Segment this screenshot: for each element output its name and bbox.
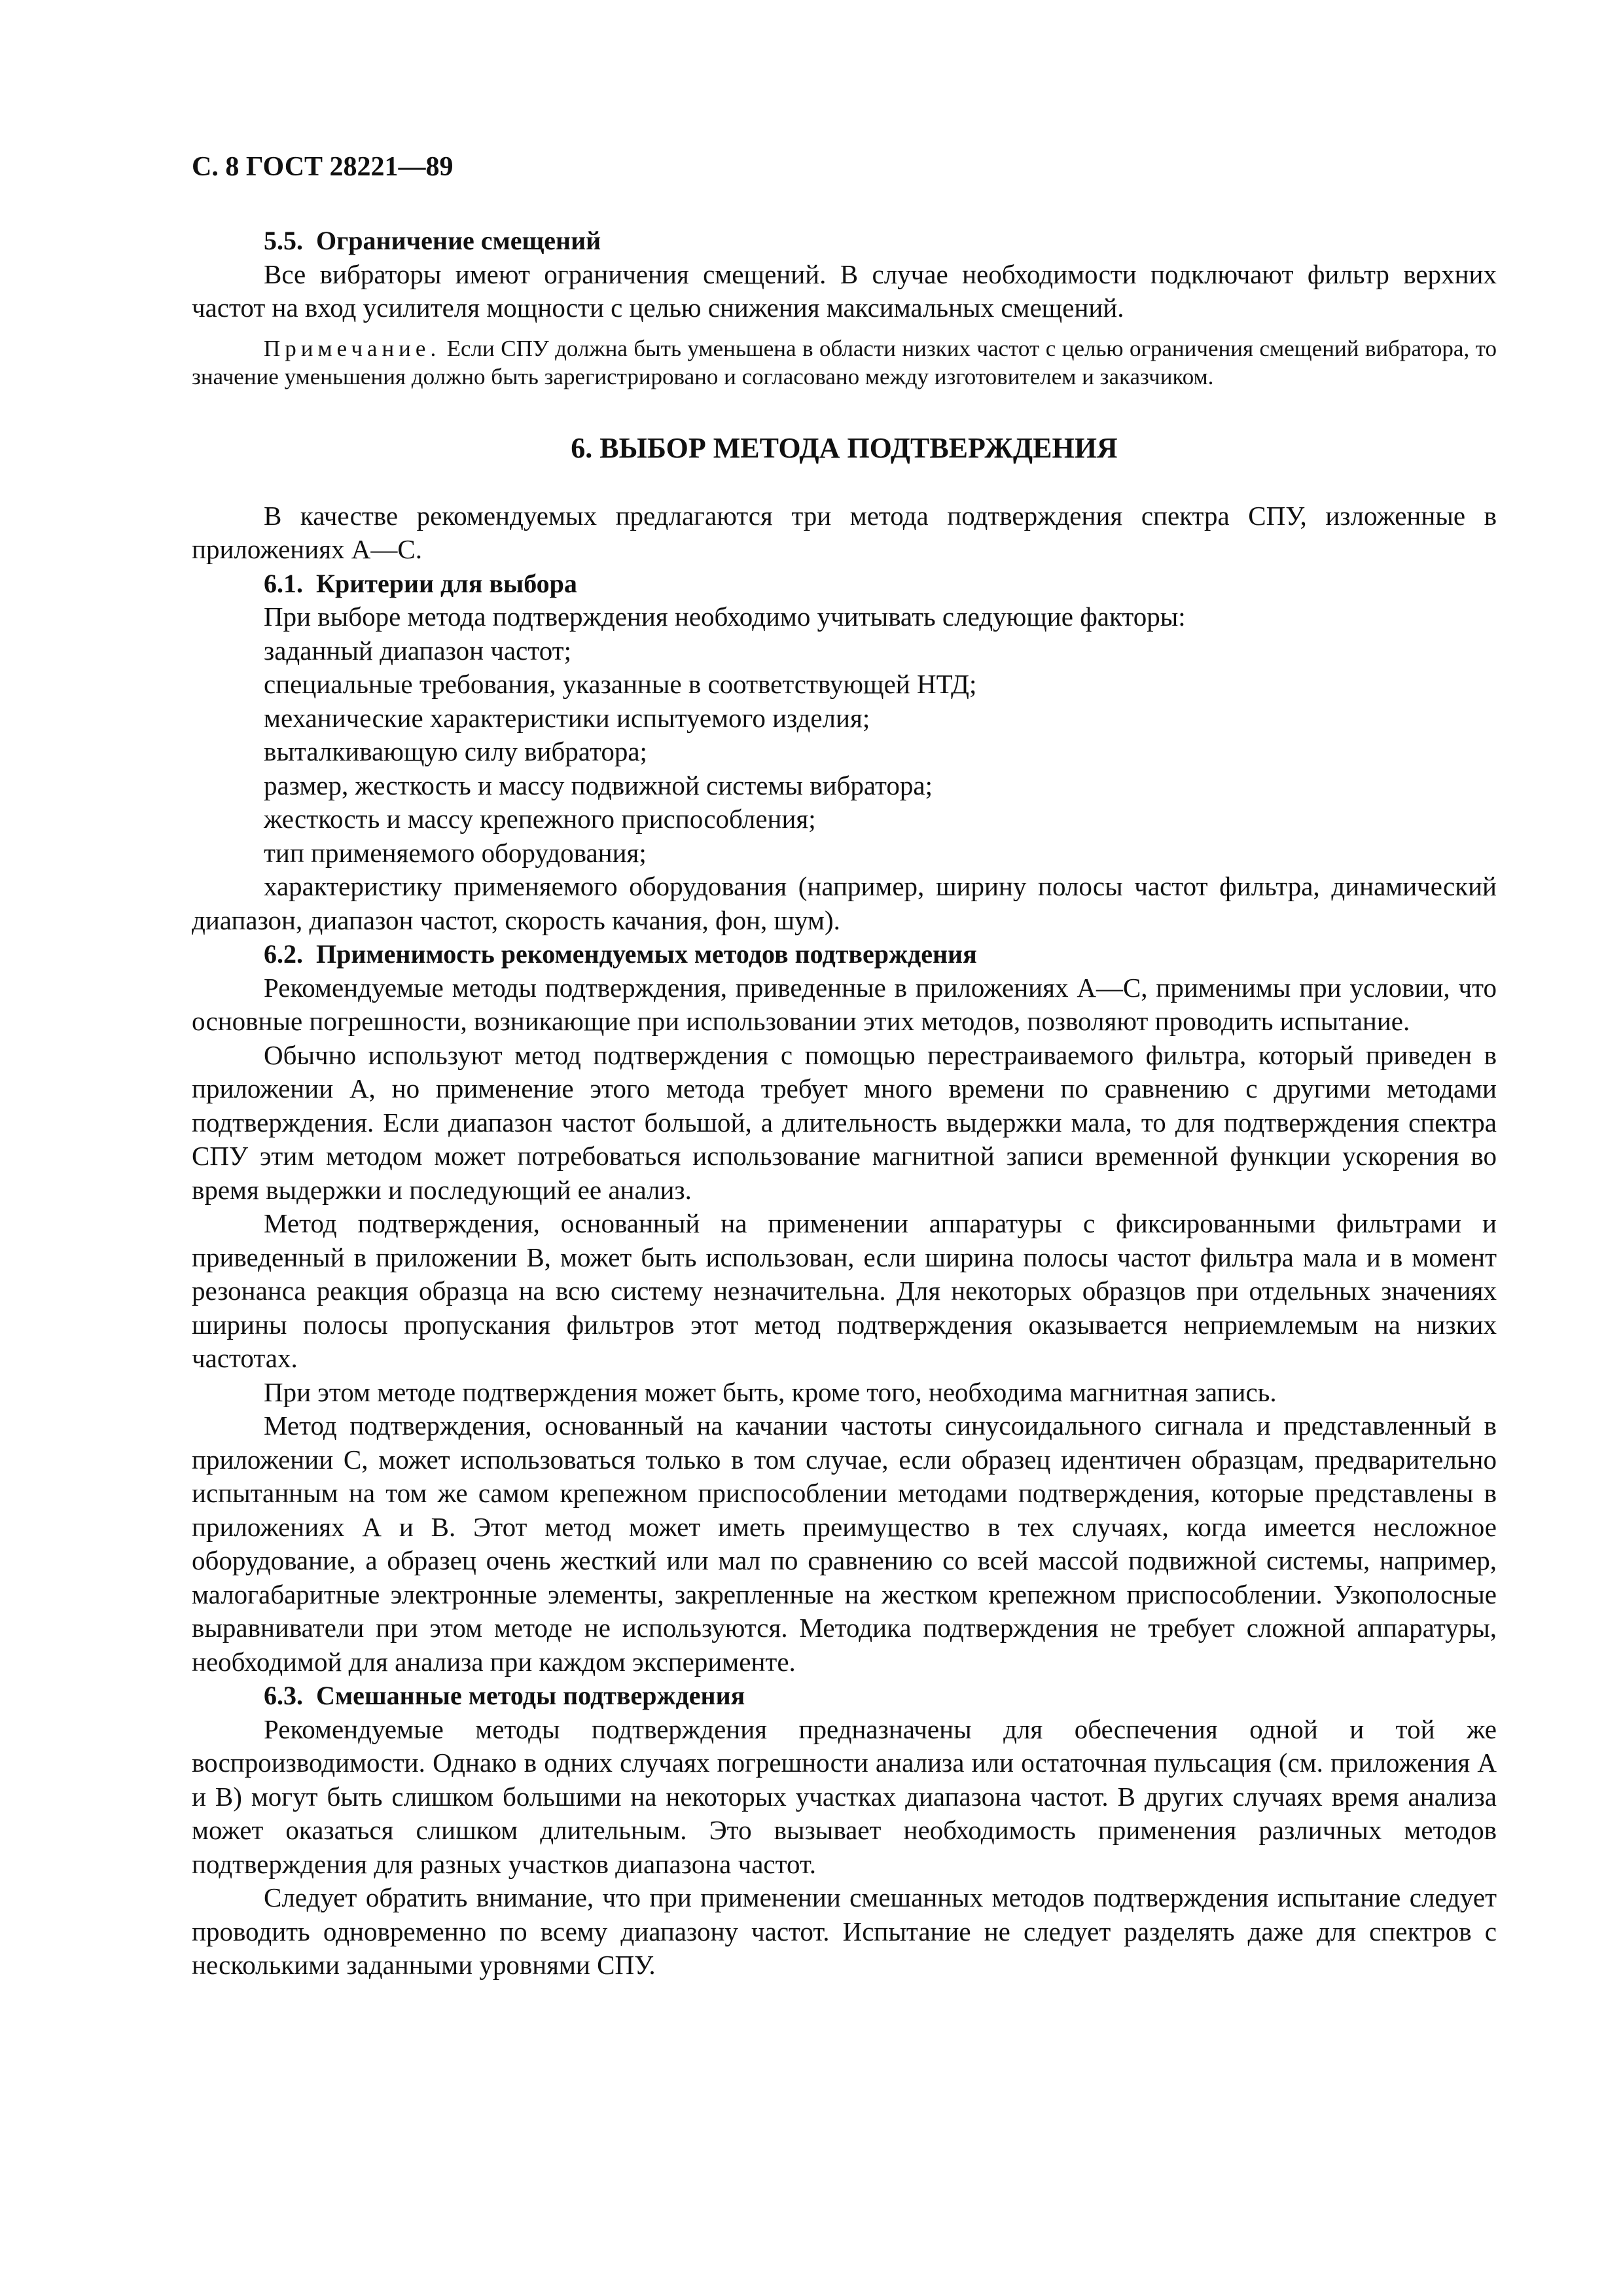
- list-item: характеристику применяемого оборудования (например, ширину полосы частот фильтра, динамический диапазон, диапазон частот, скорость качания, фон, шум).: [192, 871, 1497, 935]
- subsection-heading-6-2: [192, 937, 1497, 971]
- subsection-title: Ограничение смещений: [316, 226, 601, 255]
- running-head: С. 8 ГОСТ 28221—89: [192, 152, 454, 182]
- subsection-heading-6-1: [192, 567, 1497, 601]
- subsection-number: 5.5.: [264, 226, 303, 255]
- paragraph: Рекомендуемые методы подтверждения предназначены для обеспечения одной и той же воспроизводимости. Однако в одних случаях погрешности анализа или остаточная пульсация (см. приложения А и В) могут быть слишком большими на некоторых участках диапазона частот. В других случаях время анализа может оказаться слишком длительным. Это вызывает необходимость применения различных методов подтверждения для разных участков диапазона частот.: [192, 1713, 1497, 1879]
- section-title-6: 6. ВЫБОР МЕТОДА ПОДТВЕРЖДЕНИЯ: [571, 431, 1118, 464]
- list-item: специальные требования, указанные в соответствующей НТД;: [264, 669, 977, 699]
- paragraph: Обычно используют метод подтверждения с помощью перестраиваемого фильтра, который приведен в приложении А, но применение этого метода требует много времени по сравнению с другими методами подтверждения. Если диапазон частот большой, а длительность выдержки мала, то для подтверждения спектра СПУ этим методом может потребоваться использование магнитной записи временной функции ускорения во время выдержки и последующий ее анализ.: [192, 1039, 1497, 1205]
- list-item: выталкивающую силу вибратора;: [264, 736, 647, 766]
- note: [192, 334, 1497, 391]
- list-item: тип применяемого оборудования;: [264, 837, 647, 868]
- paragraph: При этом методе подтверждения может быть, кроме того, необходима магнитная запись.: [264, 1376, 1277, 1407]
- subsection-title: Применимость рекомендуемых методов подтверждения: [316, 939, 977, 969]
- note-text: Если СПУ должна быть уменьшена в области низких частот с целью ограничения смещений вибратора, то значение уменьшения должно быть зарегистрировано и согласовано между изготовителем и заказчиком.: [192, 335, 1497, 389]
- note-lead: Примечание.: [264, 335, 441, 361]
- list-lead: При выборе метода подтверждения необходимо учитывать следующие факторы:: [264, 601, 1186, 632]
- subsection-title: Смешанные методы подтверждения: [316, 1681, 745, 1710]
- subsection-title: Критерии для выбора: [316, 568, 577, 598]
- paragraph: Метод подтверждения, основанный на применении аппаратуры с фиксированными фильтрами и приведенный в приложении В, может быть использован, если ширина полосы частот фильтра мала и в момент резонанса реакция образца на всю систему незначительна. Для некоторых образцов при отдельных значениях ширины полосы пропускания фильтров этот метод подтверждения оказывается неприемлемым на низких частотах.: [192, 1208, 1497, 1373]
- subsection-heading-6-3: [192, 1679, 1497, 1713]
- subsection-heading-5-5: [192, 224, 1497, 258]
- subsection-number: 6.2.: [264, 939, 303, 969]
- paragraph: Все вибраторы имеют ограничения смещений. В случае необходимости подключают фильтр верхних частот на вход усилителя мощности с целью снижения максимальных смещений.: [192, 259, 1497, 323]
- list-item: механические характеристики испытуемого изделия;: [264, 702, 870, 733]
- paragraph: Рекомендуемые методы подтверждения, приведенные в приложениях А—С, применимы при условии, что основные погрешности, возникающие при использовании этих методов, позволяют проводить испытание.: [192, 972, 1497, 1036]
- list-item: размер, жесткость и массу подвижной системы вибратора;: [264, 770, 933, 800]
- subsection-number: 6.1.: [264, 568, 303, 598]
- list-item: заданный диапазон частот;: [264, 635, 571, 666]
- paragraph: В качестве рекомендуемых предлагаются три метода подтверждения спектра СПУ, изложенные в приложениях А—С.: [192, 500, 1497, 564]
- paragraph: Следует обратить внимание, что при применении смешанных методов подтверждения испытание следует проводить одновременно по всему диапазону частот. Испытание не следует разделять даже для спектров с несколькими заданными уровнями СПУ.: [192, 1882, 1497, 1980]
- subsection-number: 6.3.: [264, 1681, 303, 1710]
- page-content: [192, 149, 1497, 1982]
- list-item: жесткость и массу крепежного приспособления;: [264, 804, 816, 834]
- paragraph: Метод подтверждения, основанный на качании частоты синусоидального сигнала и представленный в приложении С, может использоваться только в том случае, если образец идентичен образцам, предварительно испытанным на том же самом крепежном приспособлении методами подтверждения, которые представлены в приложениях А и В. Этот метод может иметь преимущество в тех случаях, когда имеется несложное оборудование, а образец очень жесткий или мал по сравнению со всей массой подвижной системы, например, малогабаритные электронные элементы, закрепленные на жестком крепежном приспособлении. Узкополосные выравниватели при этом методе не используются. Методика подтверждения не требует сложной аппаратуры, необходимой для анализа при каждом эксперименте.: [192, 1410, 1497, 1677]
